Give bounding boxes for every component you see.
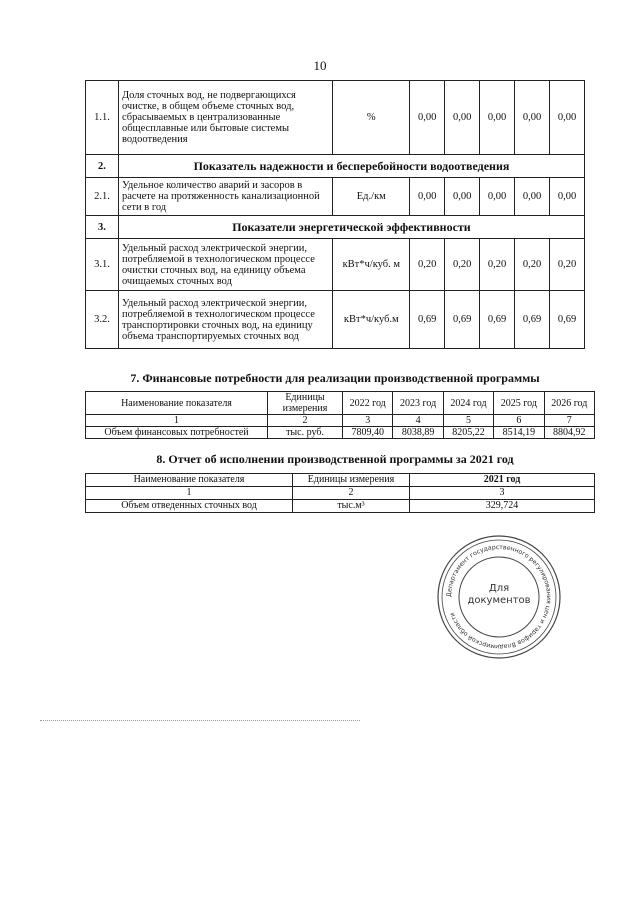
row-value: 0,20 (445, 239, 480, 291)
row-value: 0,20 (550, 239, 585, 291)
header-unit: Единицы измерения (268, 392, 343, 415)
section-header-row (86, 216, 585, 239)
row-value: 0,20 (515, 239, 550, 291)
stamp-center-text (435, 583, 563, 607)
row-name: Удельное количество аварий и засоров в расчете на протяженность канализационной сети в год (118, 178, 332, 216)
row-value: 8205,22 (443, 427, 493, 439)
column-number: 3 (410, 487, 595, 500)
column-number: 4 (393, 415, 443, 427)
row-value: 0,69 (550, 291, 585, 349)
row-value: 329,724 (410, 500, 595, 513)
financial-needs-table (85, 391, 595, 439)
row-value: 0,00 (550, 178, 585, 216)
row-value: 8804,92 (544, 427, 594, 439)
row-value: 0,69 (445, 291, 480, 349)
row-number: 3.1. (86, 239, 119, 291)
column-number: 5 (443, 415, 493, 427)
row-value: 7809,40 (343, 427, 393, 439)
section-title: Показатели энергетической эффективности (118, 216, 584, 239)
table-row (86, 427, 595, 439)
row-value: 0,00 (445, 178, 480, 216)
row-value: 0,00 (410, 81, 445, 155)
report-table (85, 473, 595, 513)
official-stamp (435, 533, 563, 661)
row-value: 8038,89 (393, 427, 443, 439)
header-year: 2023 год (393, 392, 443, 415)
dotted-line (40, 720, 360, 721)
table-row (86, 239, 585, 291)
row-value: 0,00 (410, 178, 445, 216)
header-unit: Единицы измерения (293, 474, 410, 487)
table-row (86, 500, 595, 513)
section-header-row (86, 155, 585, 178)
section-7-heading: 7. Финансовые потребности для реализации производственной программы (130, 371, 540, 385)
table-row (86, 178, 585, 216)
row-name: Объем отведенных сточных вод (86, 500, 293, 513)
row-number: 2.1. (86, 178, 119, 216)
header-year: 2021 год (410, 474, 595, 487)
section-title: Показатель надежности и бесперебойности водоотведения (118, 155, 584, 178)
row-value: 0,00 (515, 178, 550, 216)
column-number: 2 (293, 487, 410, 500)
header-year: 2025 год (494, 392, 544, 415)
header-name: Наименование показателя (86, 392, 268, 415)
row-value: 0,69 (410, 291, 445, 349)
row-name: Доля сточных вод, не подвергающихся очистке, в общем объеме сточных вод, сбрасываемых в централизованные общесплавные или бытовые системы водоотведения (118, 81, 332, 155)
column-number: 2 (268, 415, 343, 427)
row-unit: кВт*ч/куб. м (333, 239, 410, 291)
header-year: 2022 год (343, 392, 393, 415)
page-number: 10 (313, 58, 327, 73)
row-value: 0,00 (445, 81, 480, 155)
header-year: 2024 год (443, 392, 493, 415)
column-number-row (86, 415, 595, 427)
row-name: Объем финансовых потребностей (86, 427, 268, 439)
column-number: 3 (343, 415, 393, 427)
row-value: 0,69 (515, 291, 550, 349)
indicators-table (85, 80, 585, 349)
row-name: Удельный расход электрической энергии, потребляемой в технологическом процессе транспортировки сточных вод, на единицу объема транспортируемых сточных вод (118, 291, 332, 349)
row-unit: тыс.м³ (293, 500, 410, 513)
row-value: 0,00 (515, 81, 550, 155)
row-value: 0,20 (410, 239, 445, 291)
table-header-row (86, 392, 595, 415)
row-value: 0,00 (480, 178, 515, 216)
row-value: 0,20 (480, 239, 515, 291)
section-number: 2. (86, 155, 119, 178)
indicators-body (86, 81, 585, 349)
row-value: 8514,19 (494, 427, 544, 439)
column-number-row (86, 487, 595, 500)
column-number: 6 (494, 415, 544, 427)
row-unit: кВт*ч/куб.м (333, 291, 410, 349)
row-number: 3.2. (86, 291, 119, 349)
header-name: Наименование показателя (86, 474, 293, 487)
column-number: 1 (86, 415, 268, 427)
column-number: 1 (86, 487, 293, 500)
row-unit: тыс. руб. (268, 427, 343, 439)
section-8-heading: 8. Отчет об исполнении производственной программы за 2021 год (156, 452, 514, 466)
table-row (86, 291, 585, 349)
row-number: 1.1. (86, 81, 119, 155)
row-value: 0,69 (480, 291, 515, 349)
row-unit: Ед./км (333, 178, 410, 216)
section-number: 3. (86, 216, 119, 239)
table-header-row (86, 474, 595, 487)
row-value: 0,00 (480, 81, 515, 155)
row-unit: % (333, 81, 410, 155)
stamp-line-2: документов (467, 595, 531, 606)
stamp-ring-text: Департамент государственного регулирования цен и тарифов Владимирской области (445, 543, 553, 651)
row-value: 0,00 (550, 81, 585, 155)
stamp-line-1: Для (488, 583, 510, 594)
table-row (86, 81, 585, 155)
column-number: 7 (544, 415, 594, 427)
row-name: Удельный расход электрической энергии, потребляемой в технологическом процессе очистки сточных вод, на единицу объема очищаемых сточных вод (118, 239, 332, 291)
header-year: 2026 год (544, 392, 594, 415)
